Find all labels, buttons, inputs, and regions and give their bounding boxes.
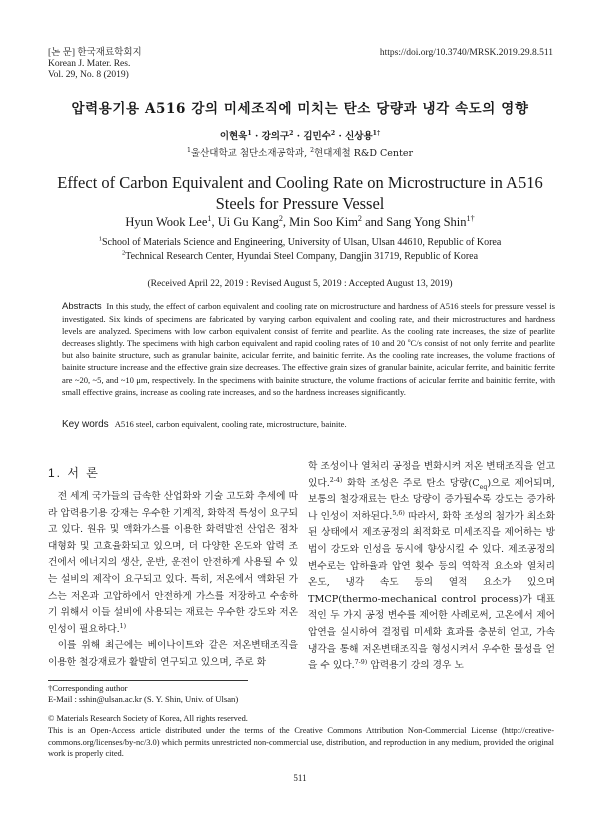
keywords: Key words A516 steel, carbon equivalent, cooling rate, microstructure, bainite. [62, 419, 347, 430]
running-header-left [48, 48, 142, 81]
footnote [48, 683, 238, 705]
body-column-left [48, 489, 298, 672]
title-en: Effect of Carbon Equivalent and Cooling Rate on Microstructure in A516 Steels for Pressure Vessel [57, 173, 543, 213]
author-en: Sang Yong Shin [386, 215, 467, 229]
journal-name-kr: [논 문] 한국재료학회지 [48, 48, 142, 58]
authors-en: Hyun Wook Lee$^1$, Ui Gu Kang$^2$, Min Soo Kim$^2$ and Sang Yong Shin$^{1\dagger}$ [125, 213, 475, 229]
corresponding-author: †Corresponding author [48, 683, 128, 693]
footnote-rule [48, 680, 248, 681]
keywords-label: Key words [62, 419, 109, 430]
doi-link[interactable]: https://doi.org/10.3740/MRSK.2019.29.8.511 [379, 48, 553, 58]
abstract-label: Abstracts [62, 301, 102, 312]
paragraph: 이를 위해 최근에는 베이나이트와 같은 저온변태조직을 이용한 철강재료가 활발히 연구되고 있으며, 주로 화 [48, 640, 298, 668]
author-en: Min Soo Kim [289, 215, 358, 229]
section-heading: 1. 서 론 [48, 466, 100, 480]
affiliation-en-1: $^1$School of Materials Science and Engineering, University of Ulsan, Ulsan 44610, Republic of Korea [98, 235, 502, 248]
authors-kr: 이현욱$^1$ · 강의구$^2$ · 김민수$^2$ · 신상용$^{1\dagger}$ [219, 129, 381, 142]
page-number: 511 [293, 773, 307, 783]
license-notice: © Materials Research Society of Korea, All rights reserved. This is an Open-Access article distributed under the terms of the Creative Commons Attribution Non-Commercial License (http://creative-commons.org/licenses/by-nc/3.0) which permits unrestricted non-commercial use, distribution, and reproduction in any medium, provided the original work is properly cited. [48, 714, 554, 759]
affiliation-kr: $^1$울산대학교 첨단소재공학과, $^2$현대제철 R&D Center [187, 146, 413, 159]
journal-volume: Vol. 29, No. 8 (2019) [48, 70, 129, 80]
author-email[interactable]: E-Mail : sshin@ulsan.ac.kr (S. Y. Shin, Univ. of Ulsan) [48, 694, 239, 704]
author-kr: 강의구 [261, 131, 290, 142]
author-kr: 신상용 [345, 131, 373, 142]
paragraph: 전 세계 국가들의 급속한 산업화와 기술 고도화 추세에 따라 압력용기용 강재는 우수한 기계적, 화학적 특성이 요구되고 있다. 원유 및 액화가스를 이용한 화력발전 산업은 점차 대형화 및 고효율화되고 있으며, 더 다양한 온도와 압력 조건에서 에너지의 생산, 운반, 운전이 안전하게 사용될 수 있는 설비의 제작이 요구되고 있다. 특히, 저온에서 액화된 가스는 저온과 고압하에서 안전하게 가스를 저장하고 수송하기 위해서 이들 설비에 사용되는 재료는 우수한 강도와 저온인성이 필요하다.$^{1)}$ [48, 491, 298, 635]
journal-name-en: Korean J. Mater. Res. [48, 59, 131, 69]
author-en: Ui Gu Kang [217, 215, 279, 229]
affiliation-en-2: $^2$Technical Research Center, Hyundai Steel Company, Dangjin 31719, Republic of Korea [121, 249, 479, 262]
author-en: Hyun Wook Lee [125, 215, 208, 229]
received-dates: (Received April 22, 2019 : Revised August 5, 2019 : Accepted August 13, 2019) [147, 279, 453, 289]
author-kr: 이현욱 [219, 131, 248, 142]
title-kr: 압력용기용 A516 강의 미세조직에 미치는 탄소 당량과 냉각 속도의 영향 [71, 101, 529, 117]
abstract: Abstracts In this study, the effect of carbon equivalent and cooling rate on microstructure and hardness of A516 steels for pressure vessel is investigated. Six kinds of specimens are fabricated by varying carbon equivalent and cooling rate, and their microstructures and hardness levels are analyzed. Specimens with low carbon equivalent consist of ferrite and pearlite. As the cooling rate increases, the size of pearlite decreases slightly. The specimens with high carbon equivalent and rapid cooling rates of 10 and 20 $^o$C/s consist of not only ferrite and pearlite but also bainite structure, such as granular bainite, acicular ferrite, and bainitic ferrite. As the cooling rate increases, the volume fractions of bainite structure increase and the effective grain size decreases. The effective grain sizes of granular bainite, acicular ferrite, and bainitic ferrite are ~20, ~5, and ~10 μm, respectively. In the specimens with bainite structure, the volume fractions of acicular ferrite and bainitic ferrite, with small effective grains, increase as cooling rate increases, and so the hardness increases significantly. [62, 301, 555, 397]
body-column-right: 학 조성이나 열처리 공정을 변화시켜 저온 변태조직을 얻고 있다.$^{2-4)}$ 화학 조성은 주로 탄소 당량$(C_{eq})$으로 제어되며, 보통의 철강재료는 탄소 당량이 증가될수록 강도는 증가하나 인성이 저하된다.$^{5,6)}$ 따라서, 화학 조성의 첨가가 최소화된 상태에서 제조공정의 최적화로 미세조직을 제어하는 방법이 강도와 인성을 동시에 향상시킬 수 있다. 제조공정의 변수로는 압하율과 압연 횟수 등의 역학적 요소와 열처리 온도, 냉각 속도 등의 열적 요소가 있으며 TMCP(thermo-mechanical control process)가 대표적인 두 가지 공정 변수를 제어한 사례로써, 고온에서 제어압연을 실시하여 결정립 미세화 효과를 충분히 얻고, 가속냉각을 통해 저온변태조직을 형성시켜서 우수한 물성을 얻을 수 있다.$^{7-9)}$ 압력용기 강의 경우 노 [308, 461, 555, 672]
author-kr: 김민수 [303, 131, 331, 142]
